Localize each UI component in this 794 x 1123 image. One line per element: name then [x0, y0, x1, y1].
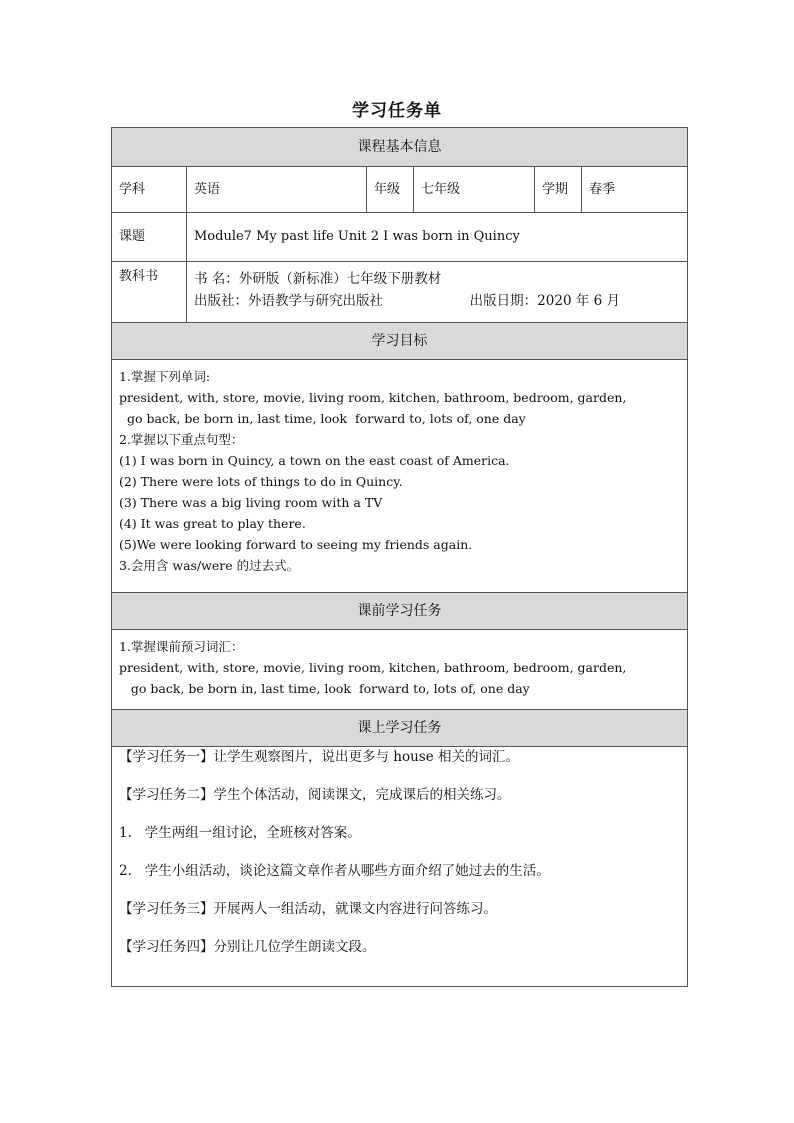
preclass-line: go back, be born in, last time, look forward to, lots of, one day [119, 681, 530, 696]
preclass-row [112, 630, 688, 710]
objective-line: 1.掌握下列单词: [119, 369, 211, 384]
inclass-row [112, 747, 688, 987]
inclass-task: 2. 学生小组活动，谈论这篇文章作者从哪些方面介绍了她过去的生活。 [119, 863, 550, 879]
objective-line: 2.掌握以下重点句型： [119, 432, 244, 447]
publisher-line [194, 290, 680, 312]
objectives-row [112, 360, 688, 593]
topic-label: 课题 [112, 213, 187, 262]
preclass-header-row [112, 593, 688, 630]
objectives-header-row [112, 323, 688, 360]
objectives-header: 学习目标 [112, 323, 688, 360]
objectives-content [112, 360, 688, 593]
textbook-label: 教科书 [112, 262, 187, 323]
subject-label: 学科 [112, 167, 187, 213]
objective-line: 3.会用含 was/were 的过去式。 [119, 558, 300, 573]
inclass-task: 【学习任务二】学生个体活动，阅读课文，完成课后的相关练习。 [119, 787, 511, 803]
term-value: 春季 [582, 167, 688, 213]
objective-line: (2) There were lots of things to do in Quincy. [119, 474, 403, 489]
grade-value: 七年级 [414, 167, 535, 213]
objective-line: go back, be born in, last time, look forward to, lots of, one day [119, 411, 526, 426]
inclass-task: 【学习任务四】分别让几位学生朗读文段。 [119, 939, 376, 955]
topic-row [112, 213, 688, 262]
page-title: 学习任务单 [352, 101, 442, 121]
grade-label: 年级 [367, 167, 414, 213]
preclass-header: 课前学习任务 [112, 593, 688, 630]
publisher-text: 出版社：外语教学与研究出版社 [194, 293, 383, 309]
inclass-task: 1. 学生两组一组讨论，全班核对答案。 [119, 825, 361, 841]
term-label: 学期 [535, 167, 582, 213]
textbook-row [112, 262, 688, 323]
inclass-content [112, 747, 688, 987]
subject-value: 英语 [187, 167, 367, 213]
objective-line: (3) There was a big living room with a TV [119, 495, 383, 510]
preclass-content [112, 630, 688, 710]
objective-line: (1) I was born in Quincy, a town on the east coast of America. [119, 453, 510, 468]
study-task-table [111, 127, 688, 987]
basic-info-header: 课程基本信息 [112, 128, 688, 167]
objective-line: president, with, store, movie, living room, kitchen, bathroom, bedroom, garden, [119, 390, 627, 405]
topic-value: Module7 My past life Unit 2 I was born in Quincy [187, 213, 688, 262]
subject-row [112, 167, 688, 213]
objective-line: (5)We were looking forward to seeing my friends again. [119, 537, 473, 552]
pub-date-text: 出版日期：2020 年 6 月 [469, 293, 620, 309]
basic-info-header-row [112, 128, 688, 167]
inclass-header: 课上学习任务 [112, 710, 688, 747]
textbook-info [187, 262, 688, 323]
inclass-task: 【学习任务三】开展两人一组活动，就课文内容进行问答练习。 [119, 901, 497, 917]
inclass-header-row [112, 710, 688, 747]
preclass-line: 1.掌握课前预习词汇： [119, 639, 244, 654]
inclass-task: 【学习任务一】让学生观察图片，说出更多与 house 相关的词汇。 [119, 749, 520, 765]
book-name-line: 书 名：外研版（新标准）七年级下册教材 [194, 271, 442, 287]
preclass-line: president, with, store, movie, living room, kitchen, bathroom, bedroom, garden, [119, 660, 627, 675]
objective-line: (4) It was great to play there. [119, 516, 306, 531]
